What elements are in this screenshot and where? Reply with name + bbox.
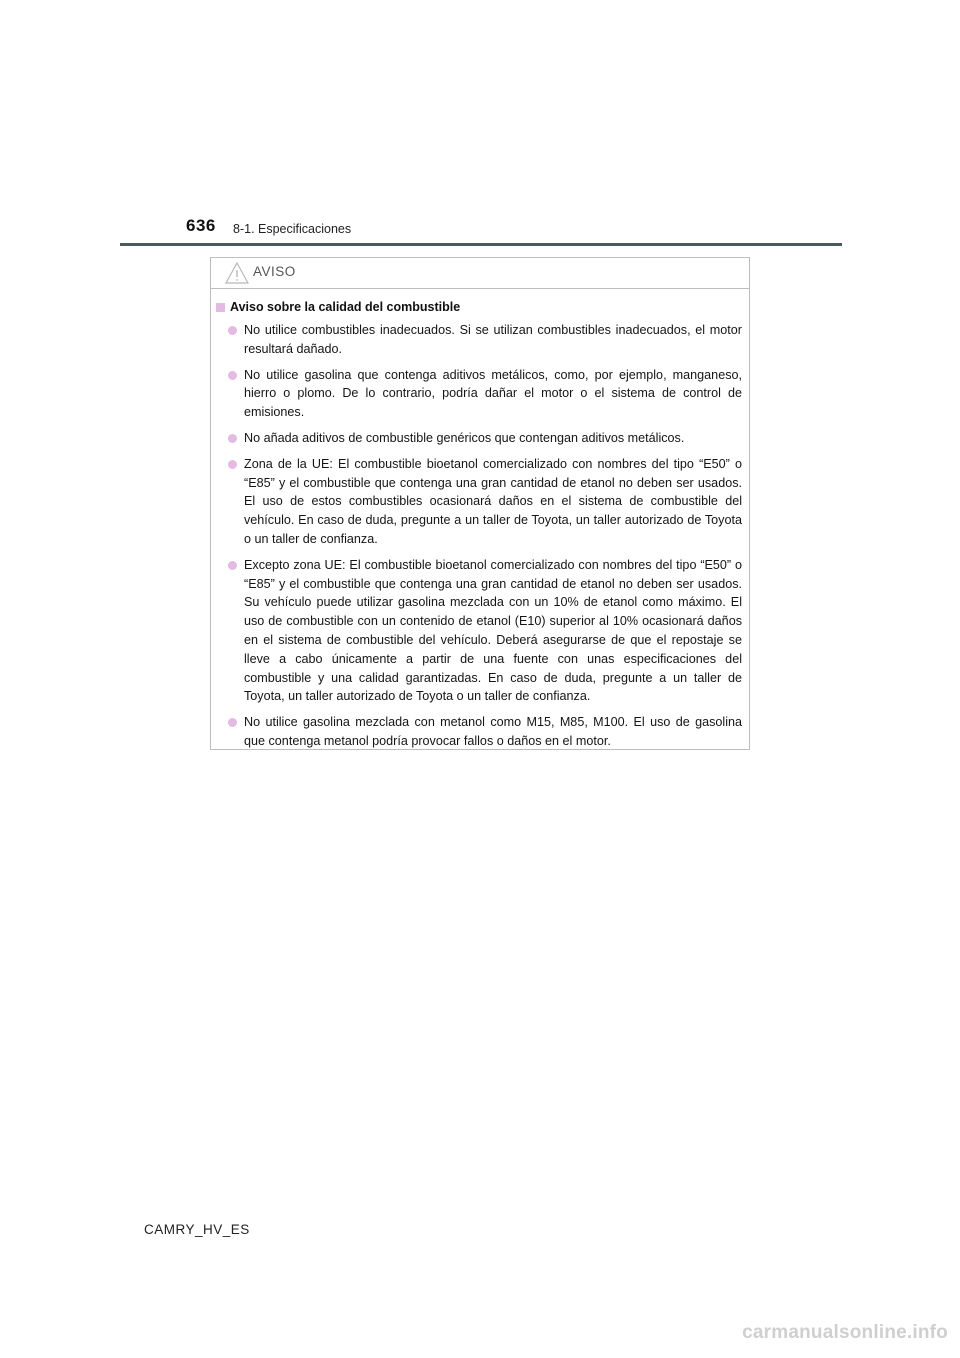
bullet-item [216,455,742,549]
footer-code: CAMRY_HV_ES [144,1222,250,1237]
circle-bullet-icon [228,718,237,727]
bullet-text: No añada aditivos de combustible genéricos que contengan aditivos metálicos. [244,430,685,445]
bullet-text: Excepto zona UE: El combustible bioetanol comercializado con nombres del tipo “E50” o “E85” y el combustible que contenga una gran cantidad de etanol no deben ser usados. Su vehículo puede utilizar gasolina mezclada con un 10% de etanol como máximo. El uso de combustible con un contenido de etanol (E10) superior al 10% ocasionará daños en el sistema de combustible del vehículo. Deberá asegurarse de que el repostaje se lleve a cabo únicamente a partir de una fuente con unas especificaciones del combustible y una calidad garantizadas. En caso de duda, pregunte a un taller de Toyota, un taller autorizado de Toyota o un taller de confianza. [244,557,742,704]
square-bullet-icon [216,303,225,312]
circle-bullet-icon [228,371,237,380]
subheading [216,300,742,314]
bullet-item [216,713,742,751]
warning-triangle-icon [225,262,249,284]
warning-body [211,289,749,751]
circle-bullet-icon [228,326,237,335]
subheading-text: Aviso sobre la calidad del combustible [230,300,461,314]
circle-bullet-icon [228,561,237,570]
bullet-item [216,429,742,448]
warning-box [210,257,750,750]
bullet-text: No utilice combustibles inadecuados. Si se utilizan combustibles inadecuados, el motor resultará dañado. [244,323,742,356]
watermark-link[interactable]: carmanualsonline.info [742,1322,948,1343]
bullet-item [216,556,742,706]
page-number: 636 [186,216,216,235]
warning-label: AVISO [253,264,296,279]
bullet-text: No utilice gasolina mezclada con metanol como M15, M85, M100. El uso de gasolina que contenga metanol podría provocar fallos o daños en el motor. [244,715,742,748]
warning-header [211,258,749,289]
circle-bullet-icon [228,434,237,443]
bullet-text: No utilice gasolina que contenga aditivos metálicos, como, por ejemplo, manganeso, hierro o plomo. De lo contrario, podría dañar el motor o el sistema de control de emisiones. [244,367,742,420]
header-rule [120,243,842,246]
circle-bullet-icon [228,460,237,469]
bullet-item [216,321,742,359]
bullet-item [216,366,742,422]
bullet-text: Zona de la UE: El combustible bioetanol comercializado con nombres del tipo “E50” o “E85” y el combustible que contenga una gran cantidad de etanol no deben ser usados. El uso de estos combustibles ocasionará daños en el sistema de combustible del vehículo. En caso de duda, pregunte a un taller de Toyota, un taller autorizado de Toyota o un taller de confianza. [244,456,742,546]
section-title: 8-1. Especificaciones [233,222,352,236]
